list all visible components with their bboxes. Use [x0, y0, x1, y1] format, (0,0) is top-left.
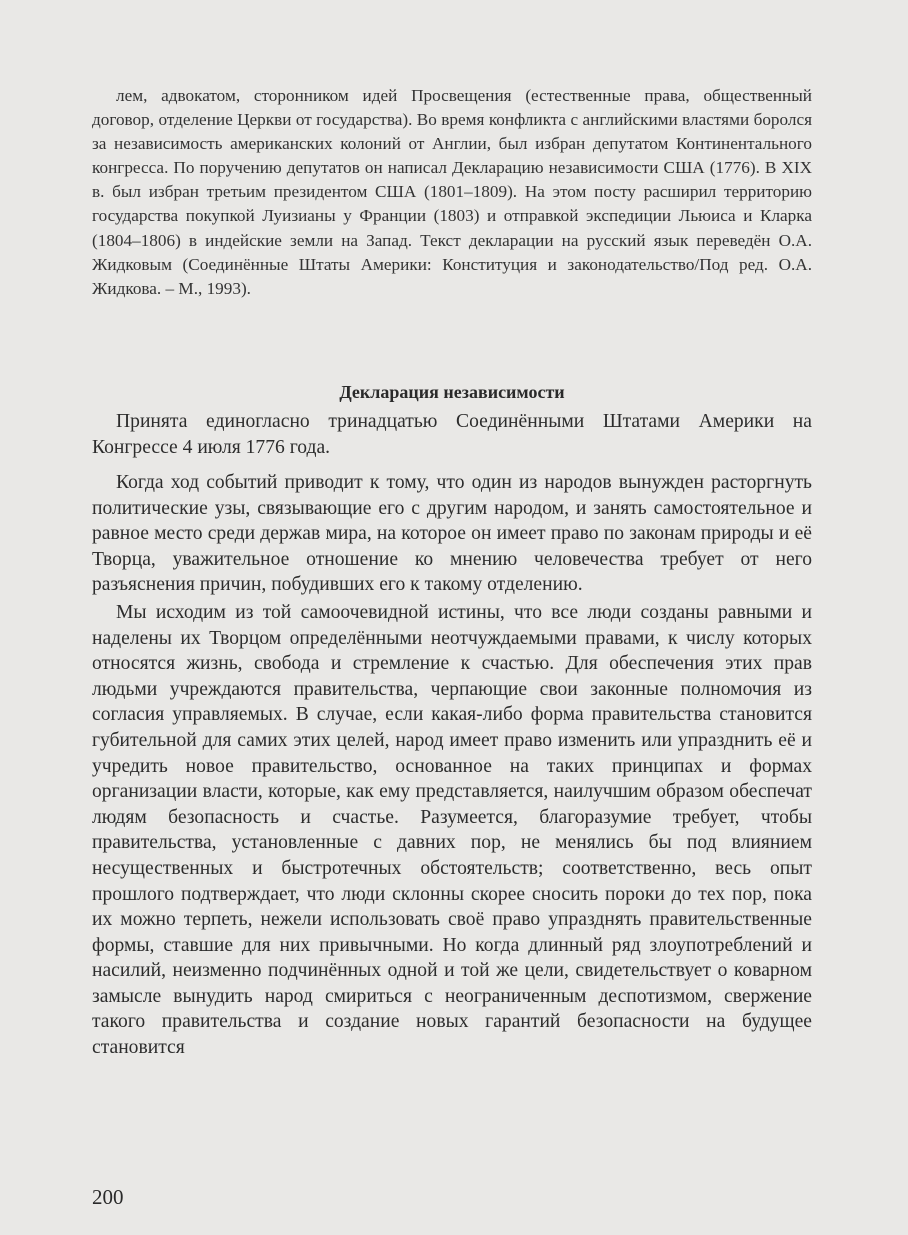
section-subtitle	[92, 409, 812, 461]
intro-text-block	[92, 84, 812, 301]
subtitle-paragraph: Принята единогласно тринадцатью Соединёнными Штатами Америки на Конгрессе 4 июля 1776 года.	[92, 411, 812, 458]
declaration-body	[92, 470, 812, 1063]
page-number: 200	[92, 1185, 124, 1209]
body-paragraph: Мы исходим из той самоочевидной истины, что все люди созданы равными и наделены их Творцом определёнными неотчуждаемыми правами, к числу которых относятся жизнь, свобода и стремление к счастью. Для обеспечения этих прав людьми учреждаются правительства, черпающие свои законные полномочия из согласия управляемых. В случае, если какая-либо форма правительства становится губительной для самих этих целей, народ имеет право изменить или упразднить её и учредить новое правительство, основанное на таких принципах и формах организации власти, которые, как ему представляется, наилучшим образом обеспечат людям безопасность и счастье. Разумеется, благоразумие требует, чтобы правительства, установленные с давних пор, не менялись бы под влиянием несущественных и быстротечных обстоятельств; соответственно, весь опыт прошлого подтверждает, что люди склонны скорее сносить пороки до тех пор, пока их можно терпеть, нежели использовать своё право упразднять правительственные формы, ставшие для них привычными. Но когда длинный ряд злоупотреблений и насилий, неизменно подчинённых одной и той же цели, свидетельствует о коварном замысле вынудить народ смириться с неограниченным деспотизмом, свержение такого правительства и создание новых гарантий безопасности на будущее становится	[92, 601, 812, 1059]
section-title: Декларация независимости	[339, 382, 565, 402]
intro-paragraph: лем, адвокатом, сторонником идей Просвещения (естественные права, общественный договор, отделение Церкви от государства). Во время конфликта с английскими властями боролся за независимость американских колоний от Англии, был избран депутатом Континентального конгресса. По поручению депутатов он написал Декларацию независимости США (1776). В XIX в. был избран третьим президентом США (1801–1809). На этом посту расширил территорию государства покупкой Луизианы у Франции (1803) и отправкой экспедиции Льюиса и Кларка (1804–1806) в индейские земли на Запад. Текст декларации на русский язык переведён О.А. Жидковым (Соединённые Штаты Америки: Конституция и законодательство/Под ред. О.А. Жидкова. – М., 1993).	[92, 86, 812, 298]
body-paragraph: Когда ход событий приводит к тому, что один из народов вынужден расторгнуть политические узы, связывающие его с другим народом, и занять самостоятельное и равное место среди держав мира, на которое он имеет право по законам природы и её Творца, уважительное отношение ко мнению человечества требует от него разъяснения причин, побудивших его к такому отделению.	[92, 472, 812, 596]
